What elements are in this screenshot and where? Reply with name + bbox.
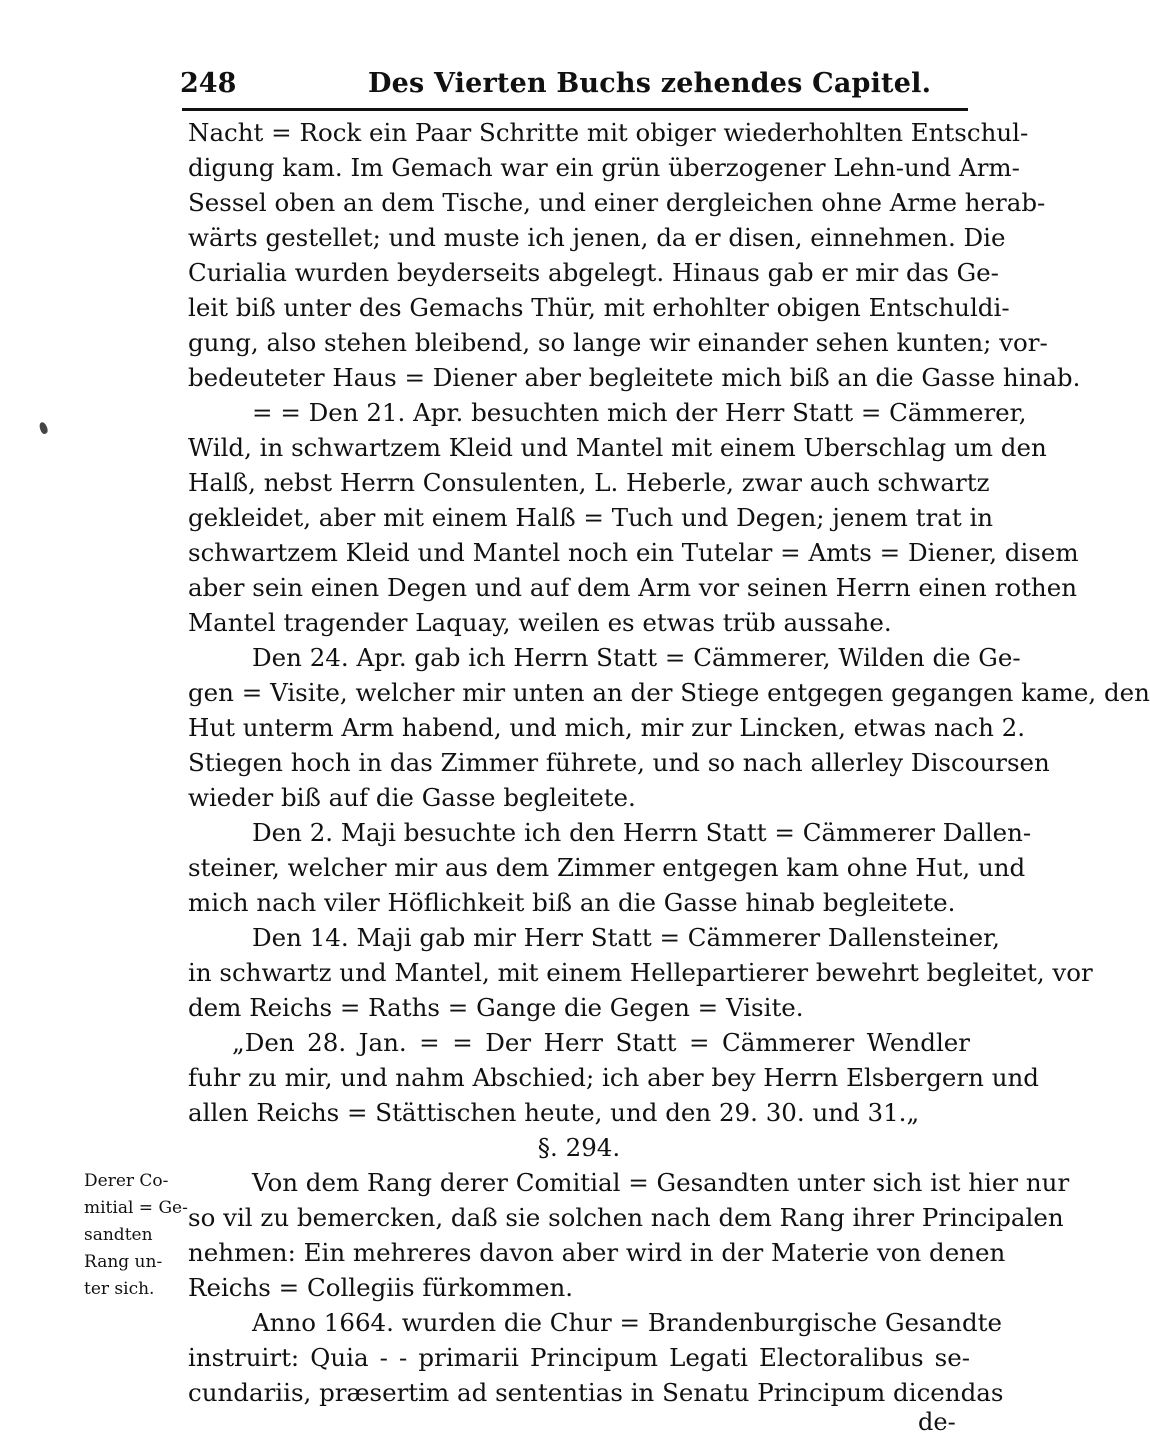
text-line: dem Reichs = Raths = Gange die Gegen = Visite. [188,993,804,1022]
text-line: Hut unterm Arm habend, und mich, mir zur Lincken, etwas nach 2. [188,713,1026,742]
marginal-note [84,1168,186,1303]
text-line: steiner, welcher mir aus dem Zimmer entgegen kam ohne Hut, und [188,853,1026,882]
text-line: gekleidet, aber mit einem Halß = Tuch und Degen; jenem trat in [188,503,994,532]
text-line: Wild, in schwartzem Kleid und Mantel mit einem Uberschlag um den [188,433,1047,462]
text-line: bedeuteter Haus = Diener aber begleitete mich biß an die Gasse hinab. [188,363,1081,392]
text-line: gen = Visite, welcher mir unten an der Stiege entgegen gegangen kame, den [188,678,1150,707]
text-line: Halß, nebst Herrn Consulenten, L. Heberle, zwar auch schwartz [188,468,990,497]
section-number: §. 294. [537,1133,621,1162]
text-line: Stiegen hoch in das Zimmer führete, und so nach allerley Discoursen [188,748,1050,777]
text-line: schwartzem Kleid und Mantel noch ein Tutelar = Amts = Diener, disem [188,538,1079,567]
margin-line: ter sich. [84,1279,155,1299]
text-line: in schwartz und Mantel, mit einem Hellepartierer bewehrt begleitet, vor [188,958,1093,987]
text-line: Curialia wurden beyderseits abgelegt. Hinaus gab er mir das Ge- [188,258,999,287]
text-line: Den 24. Apr. gab ich Herrn Statt = Cämmerer, Wilden die Ge- [252,643,1021,672]
text-line: leit biß unter des Gemachs Thür, mit erhohlter obigen Entschuldi- [188,293,1010,322]
margin-line: Rang un- [84,1252,163,1272]
text-line: mich nach viler Höflichkeit biß an die Gasse hinab begleitete. [188,888,956,917]
margin-line: sandten [84,1225,153,1245]
text-line: gung, also stehen bleibend, so lange wir einander sehen kunten; vor- [188,328,1048,357]
text-line: Den 14. Maji gab mir Herr Statt = Cämmerer Dallensteiner, [252,923,1000,952]
text-line: = = Den 21. Apr. besuchten mich der Herr Statt = Cämmerer, [252,398,1027,427]
ink-speck [38,421,49,435]
text-line: Reichs = Collegiis fürkommen. [188,1273,574,1302]
text-line: so vil zu bemercken, daß sie solchen nach dem Rang ihrer Principalen [188,1203,1064,1232]
text-line: „Den 28. Jan. = = Der Herr Statt = Cämmerer Wendler [232,1028,970,1057]
text-line: wieder biß auf die Gasse begleitete. [188,783,636,812]
text-line: Mantel tragender Laquay, weilen es etwas trüb aussahe. [188,608,892,637]
running-title: Des Vierten Buchs zehendes Capitel. [368,68,932,99]
text-line: Nacht = Rock ein Paar Schritte mit obiger wiederhohlten Entschul- [188,118,1029,147]
text-line: Den 2. Maji besuchte ich den Herrn Statt = Cämmerer Dallen- [252,818,1032,847]
text-line: aber sein einen Degen und auf dem Arm vor seinen Herrn einen rothen [188,573,1077,602]
text-line: fuhr zu mir, und nahm Abschied; ich aber bey Herrn Elsbergern und [188,1063,1039,1092]
text-line: instruirt: Quia - - primarii Principum Legati Electoralibus se- [188,1343,970,1372]
text-line: digung kam. Im Gemach war ein grün überzogener Lehn-und Arm- [188,153,1020,182]
catchword: de- [918,1408,956,1436]
text-line: Anno 1664. wurden die Chur = Brandenburgische Gesandte [252,1308,1003,1337]
text-line: nehmen: Ein mehreres davon aber wird in der Materie von denen [188,1238,1006,1267]
text-line: cundariis, præsertim ad sententias in Senatu Principum dicendas [188,1378,1004,1407]
text-line: Von dem Rang derer Comitial = Gesandten unter sich ist hier nur [252,1168,1070,1197]
text-line: wärts gestellet; und muste ich jenen, da er disen, einnehmen. Die [188,223,1006,252]
header-rule [182,108,968,111]
text-line: allen Reichs = Stättischen heute, und den 29. 30. und 31.„ [188,1098,920,1127]
text-line: Sessel oben an dem Tische, und einer dergleichen ohne Arme herab- [188,188,1046,217]
page-number: 248 [180,68,237,99]
margin-line: mitial = Ge- [84,1198,188,1218]
margin-line: Derer Co- [84,1171,169,1191]
